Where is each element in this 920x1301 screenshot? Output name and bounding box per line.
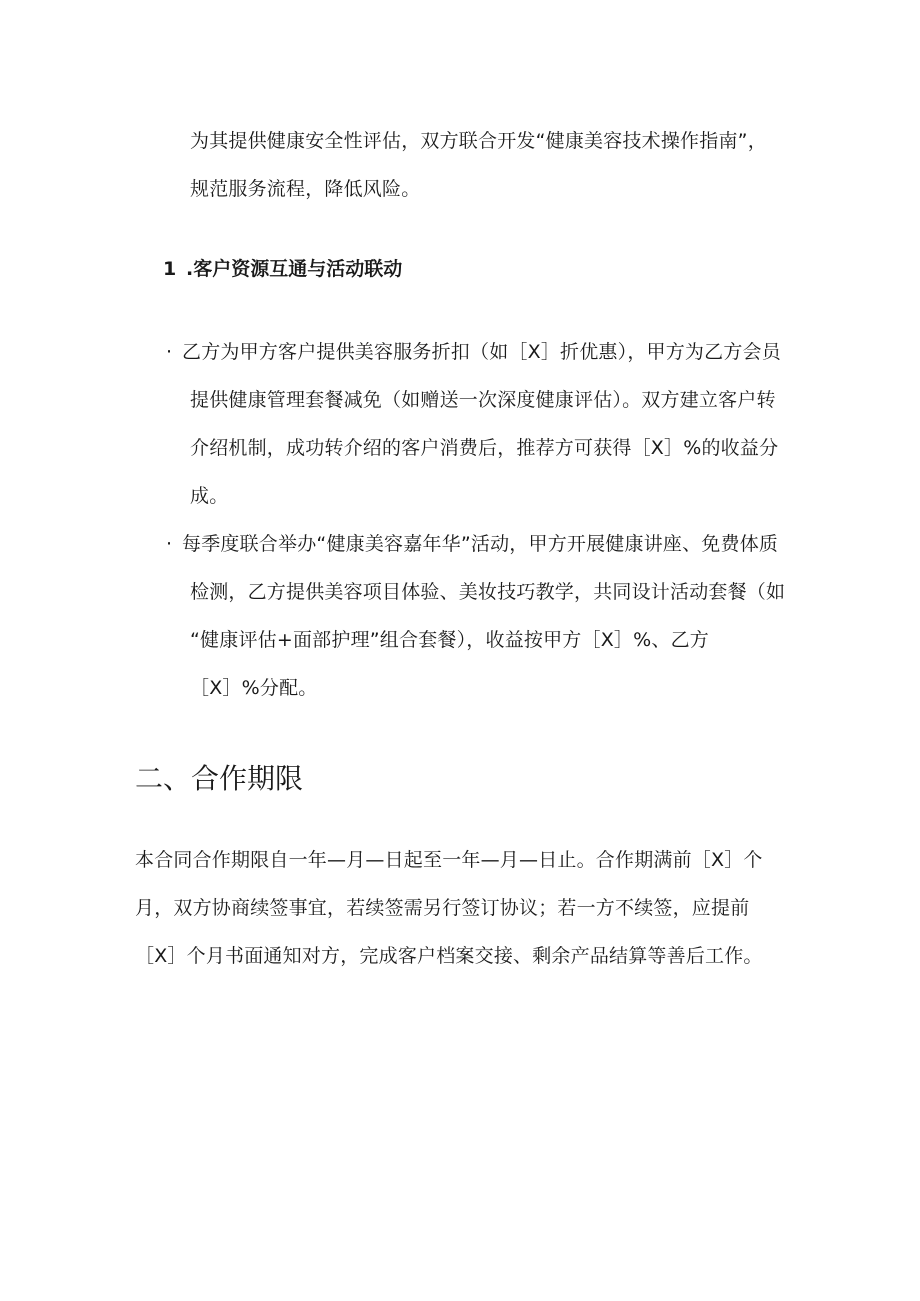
section-heading: 二、合作期限 [135,762,304,795]
bullet-2-line-4: ［X］%分配。 [190,677,318,699]
bullet-2-line-1: 每季度联合举办“健康美容嘉年华”活动，甲方开展健康讲座、免费体质 [182,533,779,555]
bullet-2-line-2: 检测，乙方提供美容项目体验、美妆技巧教学，共同设计活动套餐（如 [190,581,786,603]
intro-line-2: 规范服务流程，降低风险。 [190,178,421,200]
bullet-1-line-3: 介绍机制，成功转介绍的客户消费后，推荐方可获得［X］%的收益分 [190,437,779,459]
bullet-1-line-4: 成。 [190,485,229,507]
intro-line-1: 为其提供健康安全性评估，双方联合开发“健康美容技术操作指南”， [190,130,767,152]
section-2-line-2: 月，双方协商续签事宜，若续签需另行签订协议；若一方不续签，应提前 [135,897,750,919]
bullet-1-line-2: 提供健康管理套餐减免（如赠送一次深度健康评估）。双方建立客户转 [190,389,776,411]
subsection-title: .客户资源互通与活动联动 [186,258,403,280]
bullet-marker: · [166,341,173,363]
bullet-1-line-1: 乙方为甲方客户提供美容服务折扣（如［X］折优惠），甲方为乙方会员 [182,341,781,363]
subsection-number: 1 [163,258,177,280]
bullet-2-line-3: “健康评估+面部护理”组合套餐），收益按甲方［X］%、乙方 [190,629,709,651]
section-2-line-3: ［X］个月书面通知对方，完成客户档案交接、剩余产品结算等善后工作。 [135,945,763,967]
bullet-marker: · [166,533,173,555]
section-2-line-1: 本合同合作期限自一年—月—日起至一年—月—日止。合作期满前［X］个 [135,849,763,871]
